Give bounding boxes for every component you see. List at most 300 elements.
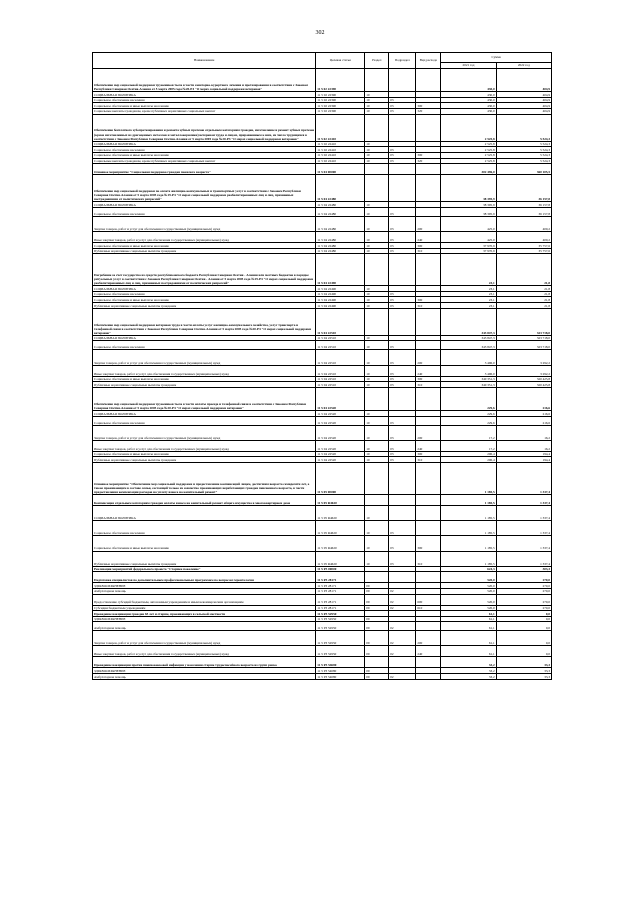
row-expense-type xyxy=(416,657,441,668)
row-subsection: 03 xyxy=(389,103,416,109)
row-target-code: 11 5 02 22390 xyxy=(316,103,365,109)
row-name: Социальное обеспечение населения xyxy=(93,207,316,216)
row-name: Социальное обеспечение и иные выплаты населению xyxy=(93,243,316,249)
row-sum-2022: 33,3 xyxy=(496,657,551,668)
row-sum-2022: 360 105,5 xyxy=(496,164,551,175)
row-target-code: 11 5 P3 54680 xyxy=(316,668,365,674)
header-year-2022: 2022 год xyxy=(496,63,551,69)
row-target-code: 11 5 02 22410 xyxy=(316,158,365,164)
row-sum-2021: 61,1 xyxy=(441,646,496,657)
row-target-code: 11 5 02 22410 xyxy=(316,147,365,153)
table-row xyxy=(93,387,552,410)
row-section: 10 xyxy=(365,451,389,457)
row-sum-2022: 35 757,6 xyxy=(496,243,551,249)
row-target-code: 11 5 04 22520 xyxy=(316,457,365,463)
row-sum-2021: 343 847,3 xyxy=(441,335,496,341)
row-sum-2021: 1 185,5 xyxy=(441,494,496,505)
row-sum-2022: 323 718,0 xyxy=(496,341,551,350)
row-target-code: 11 5 P3 28171 xyxy=(316,594,365,605)
row-expense-type xyxy=(416,622,441,631)
row-target-code: 11 5 02 22410 xyxy=(316,152,365,158)
row-sum-2022: 16,2 xyxy=(496,440,551,451)
row-expense-type: 300 xyxy=(416,376,441,382)
row-subsection xyxy=(389,164,416,175)
row-sum-2021: 425,0 xyxy=(441,232,496,243)
row-sum-2022: 404,9 xyxy=(496,97,551,103)
row-section: 10 xyxy=(365,243,389,249)
row-target-code: 11 5 05 R4620 xyxy=(316,551,365,566)
table-row xyxy=(93,164,552,175)
row-section xyxy=(365,657,389,668)
row-name: Иные закупки товаров, работ и услуг для обеспечения государственных (муниципальных) нужд xyxy=(93,646,316,657)
row-subsection: 03 xyxy=(389,451,416,457)
row-section: 10 xyxy=(365,147,389,153)
row-name: Компенсация отдельным категориям граждан оплаты взноса на капитальный ремонт общего имущества в многоквартирном доме xyxy=(93,494,316,505)
table-row xyxy=(93,175,552,202)
row-sum-2021: 38 395,9 xyxy=(441,175,496,202)
budget-table-container xyxy=(92,52,552,680)
row-subsection: 02 xyxy=(389,674,416,680)
row-target-code: 11 5 P3 28171 xyxy=(316,588,365,594)
row-sum-2021: 430,0 xyxy=(441,103,496,109)
row-sum-2021: 520,0 xyxy=(441,572,496,583)
row-section: 09 xyxy=(365,631,389,646)
row-target-code: 11 5 04 22510 xyxy=(316,341,365,350)
row-name: Основное мероприятие "Обеспечение мер социальной поддержки и предоставление компенсаций лицам, достигшим возраста семидесяти лет, а также проживающим в составе семьи, состоящей только из совместно проживающих неработающих граждан пенсионного возраста, в части предоставления компенсации расходов на уплату взноса на капитальный ремонт" xyxy=(93,462,316,494)
row-sum-2022: 404,9 xyxy=(496,92,551,98)
row-sum-2022: 216,6 xyxy=(496,416,551,425)
row-subsection: 03 xyxy=(389,341,416,350)
row-name: ЗДРАВООХРАНЕНИЕ xyxy=(93,616,316,622)
row-name: Социальное обеспечение населения xyxy=(93,341,316,350)
table-row xyxy=(93,216,552,231)
row-sum-2021: 340 351,3 xyxy=(441,376,496,382)
row-subsection: 03 xyxy=(389,303,416,309)
row-target-code: 11 5 05 R4620 xyxy=(316,505,365,520)
table-row xyxy=(93,248,552,254)
row-sum-2022: 36 157,8 xyxy=(496,207,551,216)
row-section: 10 xyxy=(365,141,389,147)
row-subsection xyxy=(389,462,416,494)
row-name: Амбулаторная помощь xyxy=(93,622,316,631)
row-expense-type: 300 xyxy=(416,243,441,249)
row-expense-type xyxy=(416,254,441,286)
row-subsection: 03 xyxy=(389,416,416,425)
row-target-code: 11 5 P3 28171 xyxy=(316,583,365,589)
row-expense-type: 300 xyxy=(416,451,441,457)
row-expense-type: 300 xyxy=(416,103,441,109)
row-subsection: 03 xyxy=(389,207,416,216)
table-row xyxy=(93,254,552,286)
row-section: 10 xyxy=(365,376,389,382)
row-sum-2022: 1 337,4 xyxy=(496,494,551,505)
row-section: 10 xyxy=(365,335,389,341)
row-target-code: 11 5 04 22480 xyxy=(316,216,365,231)
row-target-code: 11 5 04 22520 xyxy=(316,411,365,417)
row-subsection xyxy=(389,114,416,141)
row-name: Реализация мероприятий федерального проекта "Старшее поколение" xyxy=(93,566,316,572)
table-row xyxy=(93,207,552,216)
table-row xyxy=(93,594,552,605)
row-subsection: 03 xyxy=(389,147,416,153)
row-name: ЗДРАВООХРАНЕНИЕ xyxy=(93,583,316,589)
header-code: Целевая статья xyxy=(316,53,365,69)
row-subsection: 02 xyxy=(389,594,416,605)
row-section: 10 xyxy=(365,341,389,350)
row-target-code: 11 5 04 22510 xyxy=(316,382,365,388)
row-section: 09 xyxy=(365,594,389,605)
row-section: 10 xyxy=(365,551,389,566)
row-expense-type: 200 xyxy=(416,216,441,231)
table-body xyxy=(93,69,552,680)
row-sum-2021: 23,1 xyxy=(441,297,496,303)
row-name: Обеспечение бесплатного зубопротезирования и ремонта зубных протезов отдельным категориям граждан, изготовление и ремонт зубных протезов (кроме изготовленных из драгоценных металлов и металлокерамики) ветеранам труда и лицам, приравненным к ним, из числа трудящихся в соответствии с Законом Республики Северная Осетия-Алания от 5 марта 2005 года №20-РЗ "О мерах социальной поддержки ветеранов" xyxy=(93,114,316,141)
row-subsection xyxy=(389,308,416,335)
row-section: 10 xyxy=(365,207,389,216)
header-subsection: Подраздел xyxy=(389,53,416,69)
row-target-code: 11 5 P3 52950 xyxy=(316,622,365,631)
row-sum-2022: 216,6 xyxy=(496,387,551,410)
row-sum-2022: 0,0 xyxy=(496,631,551,646)
table-row xyxy=(93,440,552,451)
row-sum-2021: 2 525,8 xyxy=(441,114,496,141)
row-sum-2021: 33,2 xyxy=(441,668,496,674)
row-target-code: 11 5 02 22390 xyxy=(316,97,365,103)
row-section: 09 xyxy=(365,583,389,589)
row-sum-2022: 36 157,8 xyxy=(496,175,551,202)
row-section: 10 xyxy=(365,286,389,292)
row-subsection: 03 xyxy=(389,350,416,365)
table-row xyxy=(93,622,552,631)
row-name: ЗДРАВООХРАНЕНИЕ xyxy=(93,668,316,674)
row-target-code: 11 5 04 22490 xyxy=(316,297,365,303)
row-section xyxy=(365,462,389,494)
row-sum-2022: 270,0 xyxy=(496,572,551,583)
row-sum-2022: 303,3 xyxy=(496,566,551,572)
row-sum-2021: 23,1 xyxy=(441,286,496,292)
row-name: Амбулаторная помощь xyxy=(93,588,316,594)
row-sum-2021: 520,0 xyxy=(441,588,496,594)
row-target-code: 11 5 P3 52950 xyxy=(316,646,365,657)
row-sum-2021: 38 395,9 xyxy=(441,202,496,208)
row-subsection: 03 xyxy=(389,291,416,297)
row-sum-2022: 0,0 xyxy=(496,646,551,657)
row-subsection: 03 xyxy=(389,376,416,382)
row-sum-2022: 33,3 xyxy=(496,668,551,674)
header-sum: Сумма xyxy=(441,53,552,63)
row-expense-type: 240 xyxy=(416,232,441,243)
row-sum-2022: 5 524,3 xyxy=(496,158,551,164)
row-expense-type xyxy=(416,164,441,175)
row-name: Иные закупки товаров, работ и услуг для обеспечения государственных (муниципальных) нужд xyxy=(93,232,316,243)
row-expense-type xyxy=(416,308,441,335)
row-name: Подготовка специалистов по дополнительным профессиональным программам по вопросам геронтологии xyxy=(93,572,316,583)
row-name: Социальные выплаты гражданам, кроме публичных нормативных социальных выплат xyxy=(93,108,316,114)
row-target-code: 11 5 04 22510 xyxy=(316,376,365,382)
row-expense-type: 320 xyxy=(416,108,441,114)
row-name: СОЦИАЛЬНАЯ ПОЛИТИКА xyxy=(93,202,316,208)
row-section: 10 xyxy=(365,297,389,303)
row-section: 09 xyxy=(365,605,389,611)
row-expense-type xyxy=(416,494,441,505)
row-target-code: 11 5 02 22390 xyxy=(316,108,365,114)
row-subsection: 02 xyxy=(389,646,416,657)
table-row xyxy=(93,365,552,376)
row-name: Обеспечение мер социальной поддержки тружеников тыла в части санаторно-курортного лечения и протезирования в соответствии с Законом Республики Северная Осетия-Алания от 5 марта 2005 года №20-РЗ "О мерах социальной поддержки ветеранов" xyxy=(93,69,316,92)
row-name: Предоставление субсидий бюджетным, автономным учреждениям и иным некоммерческим организациям xyxy=(93,594,316,605)
row-section xyxy=(365,308,389,335)
row-sum-2021: 37 970,9 xyxy=(441,243,496,249)
row-subsection: 03 xyxy=(389,382,416,388)
row-target-code: 11 5 04 22520 xyxy=(316,451,365,457)
row-subsection: 03 xyxy=(389,365,416,376)
row-sum-2022: 1 337,4 xyxy=(496,505,551,520)
row-section: 10 xyxy=(365,202,389,208)
row-subsection: 03 xyxy=(389,216,416,231)
table-row xyxy=(93,536,552,551)
row-name: Иные закупки товаров, работ и услуг для обеспечения государственных (муниципальных) нужд xyxy=(93,365,316,376)
row-sum-2022: 320 425,8 xyxy=(496,382,551,388)
row-sum-2021: 23,1 xyxy=(441,254,496,286)
row-target-code: 11 5 05 00000 xyxy=(316,462,365,494)
row-section: 10 xyxy=(365,457,389,463)
table-row xyxy=(93,232,552,243)
table-row xyxy=(93,572,552,583)
row-sum-2021: 33,2 xyxy=(441,657,496,668)
row-name: Социальное обеспечение населения xyxy=(93,291,316,297)
row-sum-2021: 3 496,0 xyxy=(441,350,496,365)
row-section: 10 xyxy=(365,521,389,536)
row-name: Обеспечение мер социальной поддержки тружеников тыла в части оплаты проезда и телефонной связи в соответствии с Законом Республики Северная Осетия-Алания от 5 марта 2005 года №20-РЗ "О мерах социальной поддержки ветеранов" xyxy=(93,387,316,410)
row-subsection: 02 xyxy=(389,631,416,646)
row-sum-2022: 0,0 xyxy=(496,616,551,622)
row-sum-2021: 3 496,0 xyxy=(441,365,496,376)
row-target-code: 11 5 05 R4620 xyxy=(316,536,365,551)
row-expense-type: 310 xyxy=(416,303,441,309)
row-expense-type: 200 xyxy=(416,631,441,646)
header-year-2021: 2021 год xyxy=(441,63,496,69)
row-target-code: 11 5 02 22390 xyxy=(316,92,365,98)
row-name: Погребение за счет государства из средств республиканского бюджета Республики Северная Осетия - Алания или местных бюджетов в порядке ритуальных услуг в соответствии с Законом Республики Северная Осетия - Алания от 5 марта 2005 года №19-РЗ "О мерах социальной поддержки реабилитированных лиц и лиц, признанных пострадавшими от политических репрессий" xyxy=(93,254,316,286)
row-name: Закупка товаров, работ и услуг для обеспечения государственных (муниципальных) нужд xyxy=(93,216,316,231)
row-target-code: 11 5 P3 28171 xyxy=(316,605,365,611)
row-sum-2021: 229,6 xyxy=(441,416,496,425)
row-subsection: 03 xyxy=(389,248,416,254)
row-sum-2022: 21,8 xyxy=(496,303,551,309)
row-sum-2021: 23,1 xyxy=(441,303,496,309)
row-name: Проведение вакцинации против пневмококковой инфекции у населения старше трудоспособного возраста из групп риска xyxy=(93,657,316,668)
row-target-code: 11 5 P3 54680 xyxy=(316,657,365,668)
row-target-code: 11 5 P3 52950 xyxy=(316,616,365,622)
row-target-code: 11 5 04 22480 xyxy=(316,243,365,249)
row-target-code: 11 5 04 22510 xyxy=(316,365,365,376)
row-sum-2021: 17,2 xyxy=(441,425,496,440)
header-name: Наименование xyxy=(93,53,316,69)
row-target-code: 11 5 04 22520 xyxy=(316,425,365,440)
row-expense-type: 240 xyxy=(416,646,441,657)
row-expense-type: 310 xyxy=(416,551,441,566)
budget-table xyxy=(92,52,552,680)
table-row xyxy=(93,494,552,505)
row-target-code: 11 5 04 22510 xyxy=(316,335,365,341)
row-sum-2021: 23,1 xyxy=(441,291,496,297)
row-section: 10 xyxy=(365,291,389,297)
row-sum-2021: 425,0 xyxy=(441,216,496,231)
row-sum-2022: 3 292,2 xyxy=(496,365,551,376)
row-expense-type: 300 xyxy=(416,536,441,551)
row-subsection: 02 xyxy=(389,588,416,594)
row-name: Социальное обеспечение и иные выплаты населению xyxy=(93,152,316,158)
row-name: Субсидии бюджетным учреждениям xyxy=(93,605,316,611)
row-sum-2021: 1 185,5 xyxy=(441,521,496,536)
row-subsection xyxy=(389,494,416,505)
row-name: Публичные нормативные социальные выплаты гражданам xyxy=(93,382,316,388)
row-sum-2022: 21,8 xyxy=(496,286,551,292)
row-subsection: 03 xyxy=(389,232,416,243)
row-section: 10 xyxy=(365,411,389,417)
table-row xyxy=(93,521,552,536)
row-section: 10 xyxy=(365,108,389,114)
row-subsection xyxy=(389,572,416,583)
row-sum-2022: 5 524,3 xyxy=(496,152,551,158)
row-sum-2022: 1 337,4 xyxy=(496,521,551,536)
row-name: Основное мероприятие "Социальная поддержка граждан пожилого возраста" xyxy=(93,164,316,175)
row-expense-type xyxy=(416,521,441,536)
row-expense-type: 310 xyxy=(416,382,441,388)
row-expense-type xyxy=(416,175,441,202)
row-target-code: 11 5 04 22490 xyxy=(316,291,365,297)
row-sum-2022: 36 157,8 xyxy=(496,202,551,208)
row-subsection xyxy=(389,387,416,410)
row-sum-2022: 21,8 xyxy=(496,297,551,303)
table-row xyxy=(93,416,552,425)
row-section: 09 xyxy=(365,622,389,631)
row-section xyxy=(365,572,389,583)
row-subsection xyxy=(389,175,416,202)
row-sum-2022: 194,4 xyxy=(496,451,551,457)
row-expense-type xyxy=(416,387,441,410)
row-name: Социальное обеспечение и иные выплаты населению xyxy=(93,451,316,457)
row-section: 10 xyxy=(365,365,389,376)
row-subsection xyxy=(389,657,416,668)
table-row xyxy=(93,69,552,92)
row-name: Социальное обеспечение и иные выплаты населению xyxy=(93,376,316,382)
row-sum-2022: 21,8 xyxy=(496,291,551,297)
page-number: 302 xyxy=(315,30,325,36)
row-section xyxy=(365,175,389,202)
row-expense-type xyxy=(416,69,441,92)
row-target-code: 11 5 02 22410 xyxy=(316,114,365,141)
row-target-code: 11 5 P3 28171 xyxy=(316,572,365,583)
row-section: 10 xyxy=(365,303,389,309)
row-sum-2022: 35 757,6 xyxy=(496,248,551,254)
table-row xyxy=(93,376,552,382)
row-target-code: 11 5 P3 00000 xyxy=(316,566,365,572)
row-section: 09 xyxy=(365,588,389,594)
row-sum-2021: 206,4 xyxy=(441,451,496,457)
row-target-code: 11 5 04 22520 xyxy=(316,440,365,451)
table-row xyxy=(93,505,552,520)
row-name: Публичные нормативные социальные выплаты гражданам xyxy=(93,303,316,309)
row-name: СОЦИАЛЬНАЯ ПОЛИТИКА xyxy=(93,286,316,292)
row-name: Публичные нормативные социальные выплаты гражданам xyxy=(93,248,316,254)
row-section: 10 xyxy=(365,216,389,231)
row-subsection: 03 xyxy=(389,158,416,164)
row-sum-2022: 404,9 xyxy=(496,103,551,109)
row-sum-2021: 340 351,3 xyxy=(441,382,496,388)
row-expense-type xyxy=(416,114,441,141)
row-section: 10 xyxy=(365,416,389,425)
row-section: 10 xyxy=(365,248,389,254)
row-target-code: 11 5 04 22480 xyxy=(316,232,365,243)
row-sum-2021: 343 847,3 xyxy=(441,341,496,350)
table-row xyxy=(93,243,552,249)
row-target-code: 11 5 04 22510 xyxy=(316,350,365,365)
row-subsection: 03 xyxy=(389,108,416,114)
row-sum-2022: 21,8 xyxy=(496,254,551,286)
row-target-code: 11 5 04 22480 xyxy=(316,175,365,202)
row-target-code: 11 5 05 R4620 xyxy=(316,494,365,505)
row-subsection: 03 xyxy=(389,521,416,536)
row-section xyxy=(365,164,389,175)
row-section xyxy=(365,114,389,141)
row-name: Публичные нормативные социальные выплаты гражданам xyxy=(93,551,316,566)
row-section: 10 xyxy=(365,158,389,164)
row-section: 09 xyxy=(365,646,389,657)
row-target-code: 11 5 P3 52950 xyxy=(316,631,365,646)
row-name: СОЦИАЛЬНАЯ ПОЛИТИКА xyxy=(93,141,316,147)
row-target-code: 11 5 04 22490 xyxy=(316,254,365,286)
row-section: 10 xyxy=(365,232,389,243)
row-sum-2022: 270,0 xyxy=(496,605,551,611)
table-row xyxy=(93,308,552,335)
row-sum-2021: 61,1 xyxy=(441,631,496,646)
row-sum-2022: 270,0 xyxy=(496,583,551,589)
row-subsection: 03 xyxy=(389,440,416,451)
row-sum-2021: 2 525,8 xyxy=(441,147,496,153)
row-sum-2021: 229,6 xyxy=(441,387,496,410)
row-expense-type xyxy=(416,207,441,216)
table-row xyxy=(93,350,552,365)
row-expense-type: 200 xyxy=(416,425,441,440)
row-sum-2022: 404,9 xyxy=(496,108,551,114)
row-sum-2021: 430,0 xyxy=(441,108,496,114)
row-subsection: 03 xyxy=(389,297,416,303)
row-sum-2022: 323 718,0 xyxy=(496,308,551,335)
table-row xyxy=(93,382,552,388)
row-target-code: 11 5 02 22410 xyxy=(316,141,365,147)
row-sum-2021: 206,4 xyxy=(441,457,496,463)
row-expense-type xyxy=(416,341,441,350)
row-expense-type xyxy=(416,462,441,494)
row-section xyxy=(365,254,389,286)
row-subsection: 02 xyxy=(389,622,416,631)
row-target-code: 11 5 02 22390 xyxy=(316,69,365,92)
row-expense-type xyxy=(416,572,441,583)
row-sum-2021: 520,0 xyxy=(441,594,496,605)
row-sum-2022: 194,4 xyxy=(496,457,551,463)
row-expense-type: 300 xyxy=(416,297,441,303)
row-sum-2022: 323 718,0 xyxy=(496,335,551,341)
row-section xyxy=(365,387,389,410)
row-target-code: 11 5 04 22510 xyxy=(316,308,365,335)
table-row xyxy=(93,657,552,668)
row-section: 10 xyxy=(365,92,389,98)
row-sum-2022: 16,2 xyxy=(496,425,551,440)
row-sum-2022: 5 524,3 xyxy=(496,141,551,147)
row-target-code: 11 5 P3 54680 xyxy=(316,674,365,680)
row-name: Социальное обеспечение населения xyxy=(93,521,316,536)
